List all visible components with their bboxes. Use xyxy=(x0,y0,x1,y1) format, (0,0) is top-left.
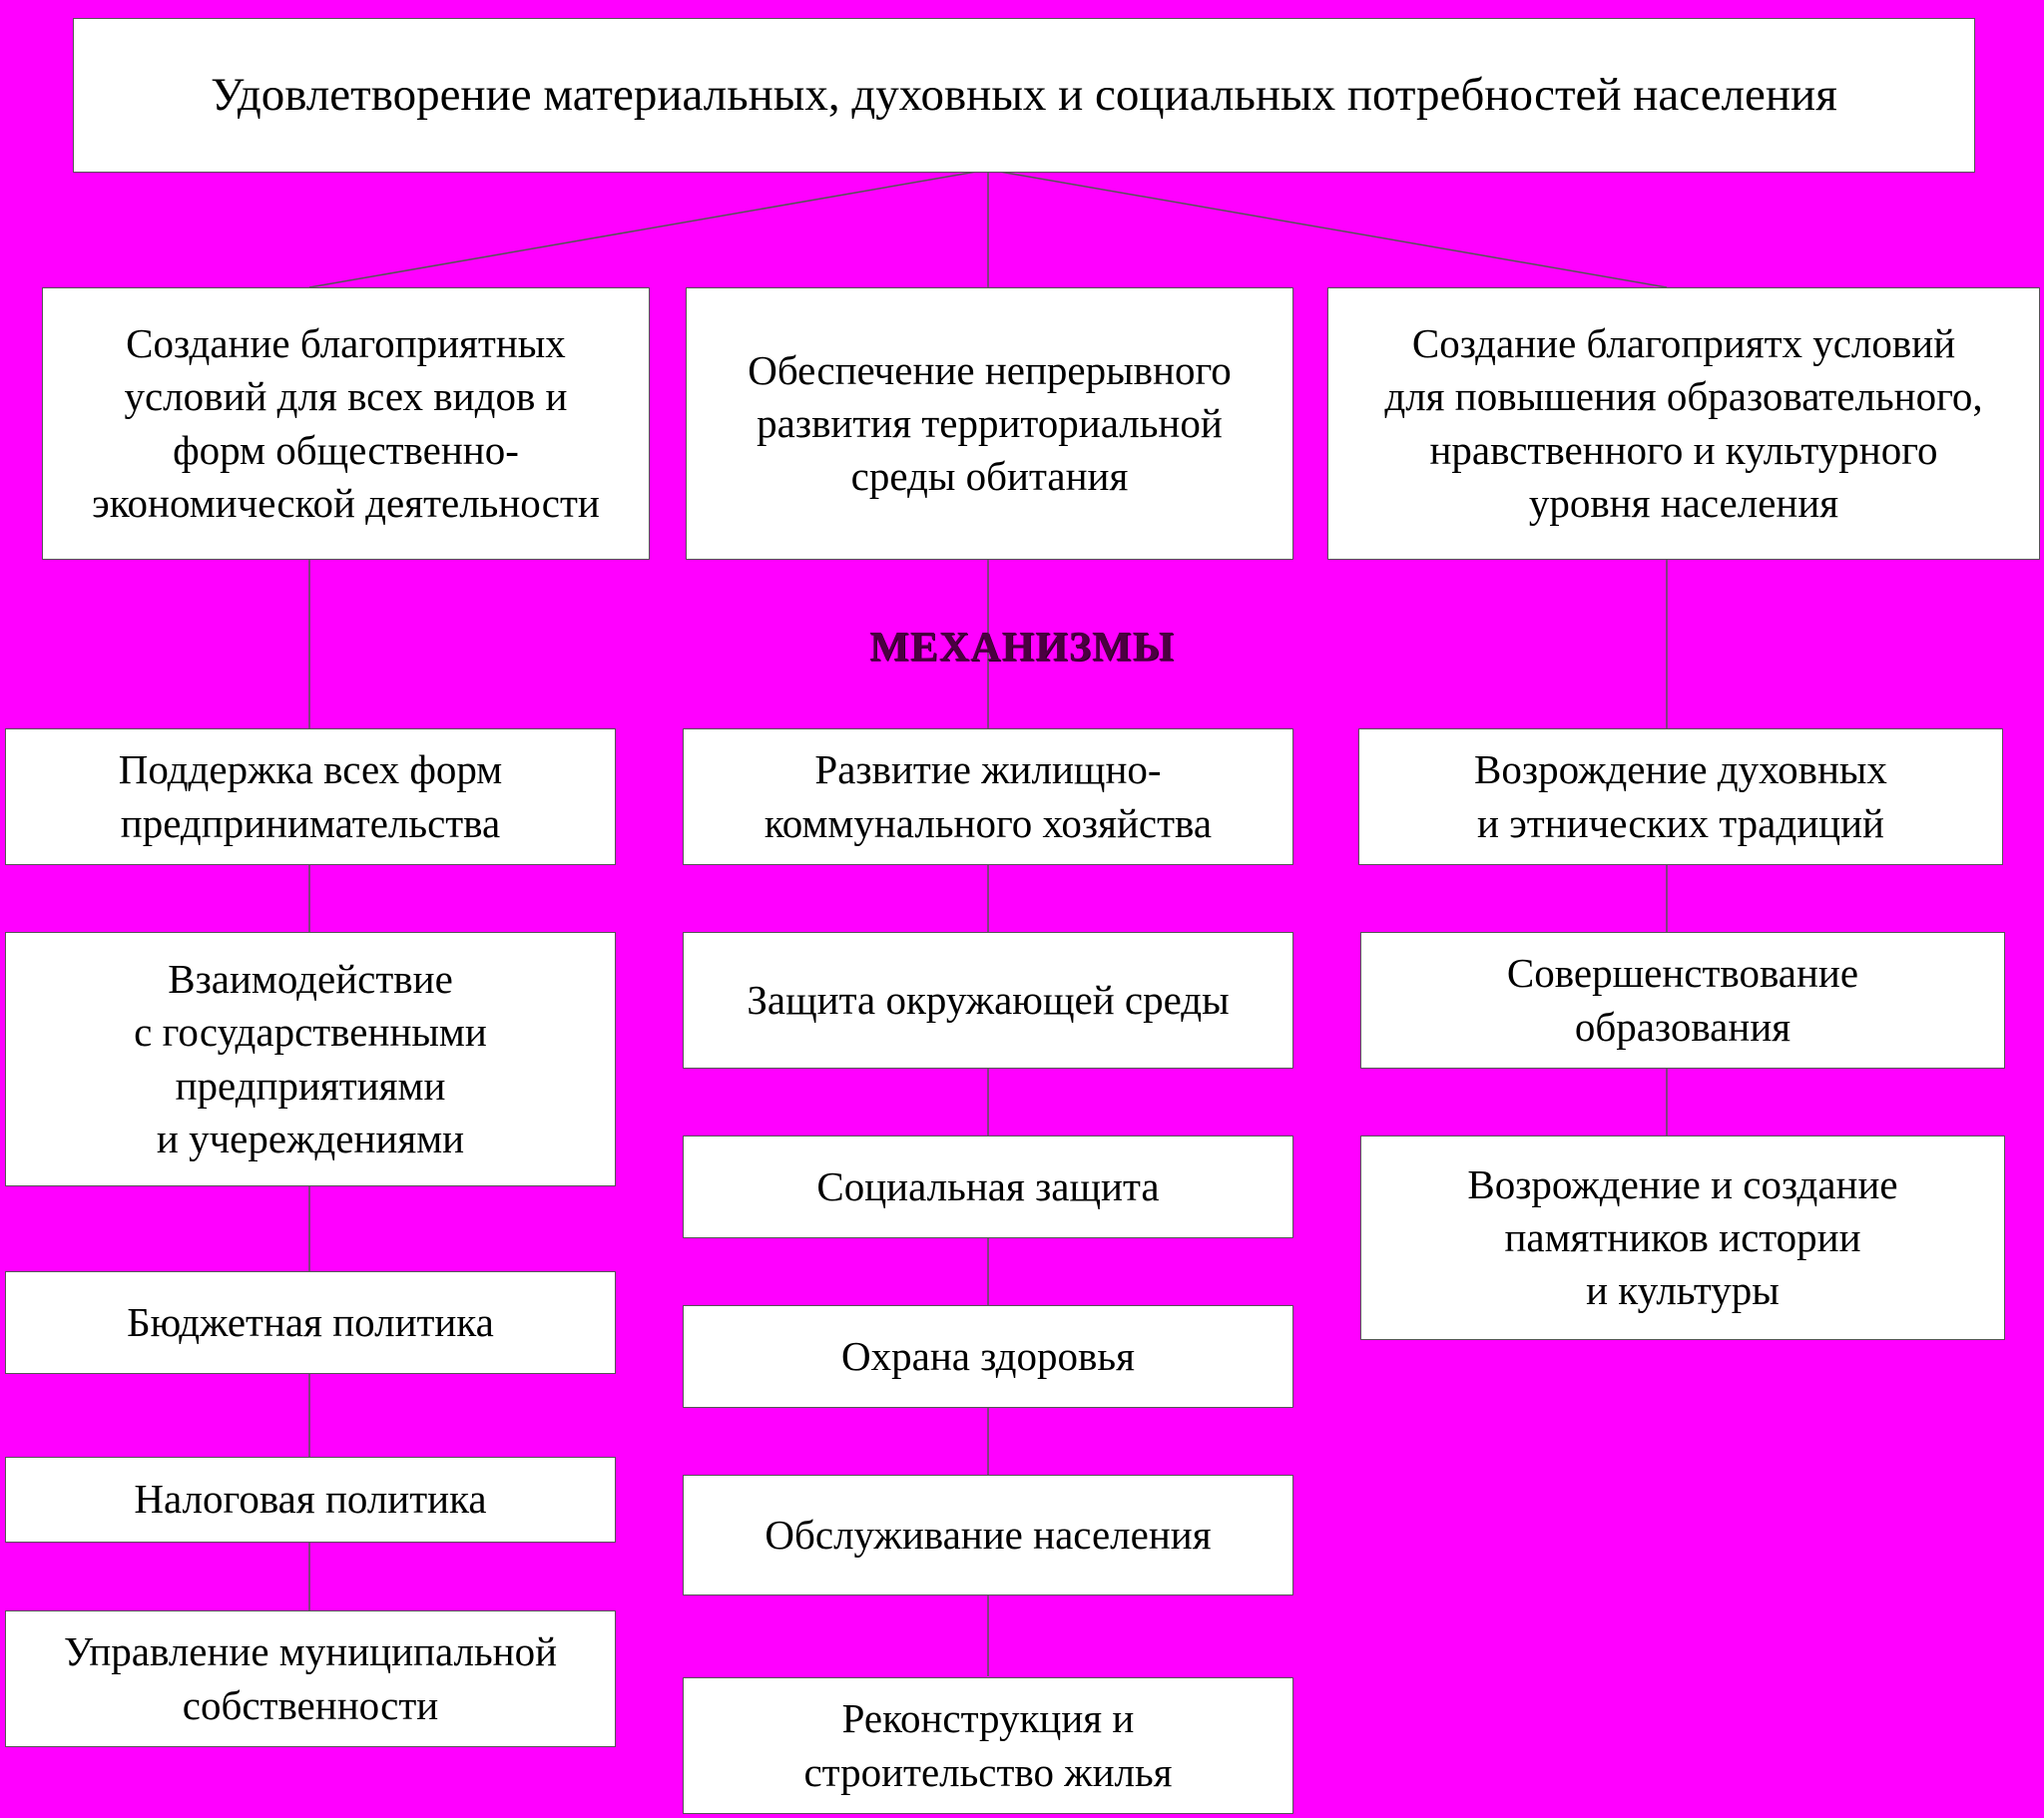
top-goal-box: Удовлетворение материальных, духовных и социальных потребностей населения xyxy=(73,18,1975,173)
mechanism-box-social-protection: Социальная защита xyxy=(683,1136,1293,1238)
mechanism-box-population-service: Обслуживание населения xyxy=(683,1475,1293,1595)
mechanism-box-housing-utilities: Развитие жилищно- коммунального хозяйства xyxy=(683,728,1293,865)
mechanism-box-monuments: Возрождение и создание памятников истории и культуры xyxy=(1360,1136,2005,1340)
mechanisms-label: МЕХАНИЗМЫ xyxy=(869,625,1175,671)
connector-top-to-goal-right xyxy=(988,170,1667,287)
mechanism-box-health: Охрана здоровья xyxy=(683,1305,1293,1408)
mechanism-box-traditions: Возрождение духовных и этнических традиций xyxy=(1358,728,2003,865)
mechanism-box-housing-construction: Реконструкция и строительство жилья xyxy=(683,1677,1293,1814)
mechanism-box-environment: Защита окружающей среды xyxy=(683,932,1293,1069)
goal-box-territorial: Обеспечение непрерывного развития территориальной среды обитания xyxy=(686,287,1293,560)
mechanism-box-municipal-property: Управление муниципальной собственности xyxy=(5,1610,616,1747)
mechanism-box-entrepreneurship: Поддержка всех форм предпринимательства xyxy=(5,728,616,865)
connector-top-to-goal-left xyxy=(309,170,988,287)
mechanism-box-budget-policy: Бюджетная политика xyxy=(5,1271,616,1374)
mechanism-box-state-interaction: Взаимодействие с государственными предприятиями и учереждениями xyxy=(5,932,616,1186)
goal-box-cultural: Создание благоприятх условий для повышения образовательного, нравственного и культурного уровня населения xyxy=(1327,287,2040,560)
mechanism-box-education: Совершенствование образования xyxy=(1360,932,2005,1069)
mechanism-box-tax-policy: Налоговая политика xyxy=(5,1457,616,1543)
goal-box-economic: Создание благоприятных условий для всех видов и форм общественно- экономической деятельности xyxy=(42,287,650,560)
